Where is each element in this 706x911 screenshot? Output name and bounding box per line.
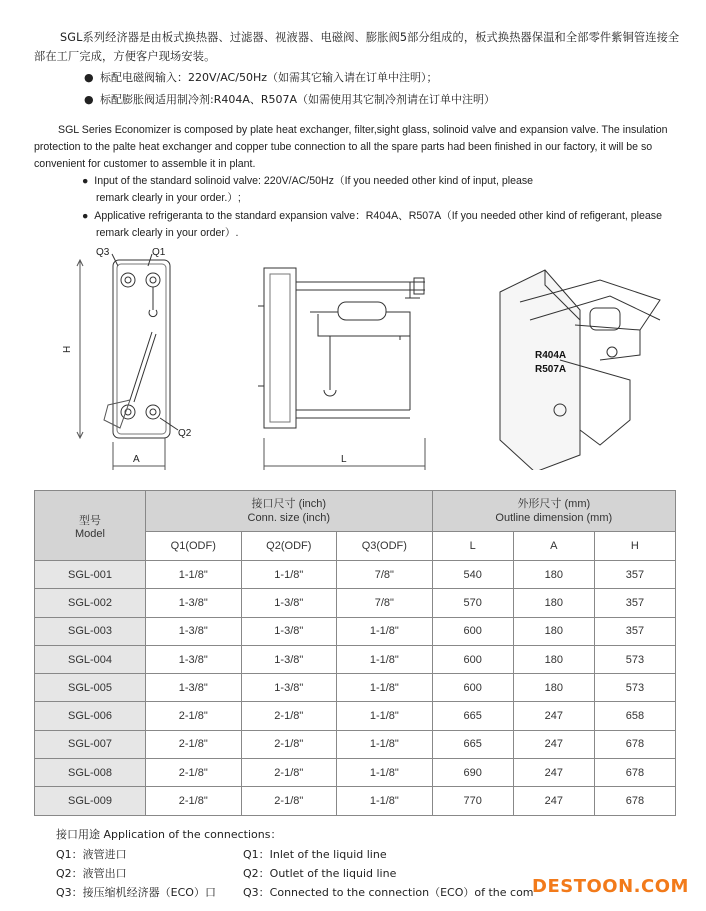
label-q1: Q1 bbox=[152, 247, 166, 258]
legend-title: 接口用途 Application of the connections： bbox=[56, 828, 282, 841]
cell-a: 180 bbox=[513, 589, 594, 617]
cell-q3: 1-1/8" bbox=[337, 674, 433, 702]
table-row bbox=[35, 589, 676, 617]
label-q2: Q2 bbox=[178, 428, 192, 439]
cell-q2: 1-3/8" bbox=[241, 617, 337, 645]
isometric-view-drawing bbox=[500, 270, 660, 470]
economizer-drawings bbox=[0, 240, 706, 470]
cell-a: 247 bbox=[513, 702, 594, 730]
cell-a: 180 bbox=[513, 561, 594, 589]
cell-q3: 1-1/8" bbox=[337, 702, 433, 730]
cell-q1: 1-3/8" bbox=[146, 617, 242, 645]
bullet-cn-2-text: 标配膨胀阀适用制冷剂:R404A、R507A（如需使用其它制冷剂请在订单中注明） bbox=[100, 93, 496, 106]
label-q3: Q3 bbox=[96, 247, 110, 258]
cell-model: SGL-005 bbox=[35, 674, 146, 702]
cell-a: 180 bbox=[513, 617, 594, 645]
subheader-l: L bbox=[432, 532, 513, 561]
header-conn-cn: 接口尺寸 (inch) bbox=[251, 498, 327, 510]
header-dim-cn: 外形尺寸 (mm) bbox=[517, 498, 591, 510]
cell-q1: 1-3/8" bbox=[146, 674, 242, 702]
table-row bbox=[35, 645, 676, 673]
subheader-q2: Q2(ODF) bbox=[241, 532, 337, 561]
table-row bbox=[35, 674, 676, 702]
cell-h: 357 bbox=[594, 617, 675, 645]
cell-a: 247 bbox=[513, 759, 594, 787]
cell-h: 573 bbox=[594, 645, 675, 673]
header-conn bbox=[146, 491, 433, 532]
subheader-q1: Q1(ODF) bbox=[146, 532, 242, 561]
cell-q3: 1-1/8" bbox=[337, 645, 433, 673]
cell-h: 573 bbox=[594, 674, 675, 702]
header-model-en: Model bbox=[75, 527, 105, 540]
legend-en-q3: Q3：Connected to the connection（ECO）of the com bbox=[243, 886, 534, 899]
legend-en-q2: Q2：Outlet of the liquid line bbox=[243, 867, 397, 880]
cell-h: 678 bbox=[594, 730, 675, 758]
cell-model: SGL-002 bbox=[35, 589, 146, 617]
subheader-q3: Q3(ODF) bbox=[337, 532, 433, 561]
legend-en-q1: Q1：Inlet of the liquid line bbox=[243, 848, 387, 861]
cell-q3: 1-1/8" bbox=[337, 617, 433, 645]
side-view-drawing bbox=[258, 268, 425, 470]
cell-model: SGL-008 bbox=[35, 759, 146, 787]
cell-l: 770 bbox=[432, 787, 513, 815]
label-a: A bbox=[133, 454, 140, 465]
legend-cn-q1: Q1：液管进口 bbox=[56, 848, 127, 861]
cell-q2: 1-3/8" bbox=[241, 589, 337, 617]
legend-cn-q2: Q2：液管出口 bbox=[56, 867, 127, 880]
bullet-cn-1 bbox=[84, 68, 438, 87]
cell-l: 665 bbox=[432, 730, 513, 758]
table-row bbox=[35, 617, 676, 645]
cell-l: 600 bbox=[432, 617, 513, 645]
cell-q1: 2-1/8" bbox=[146, 730, 242, 758]
cell-q1: 2-1/8" bbox=[146, 759, 242, 787]
table-row bbox=[35, 702, 676, 730]
table-row bbox=[35, 730, 676, 758]
table-row bbox=[35, 787, 676, 815]
cell-h: 357 bbox=[594, 561, 675, 589]
cell-q1: 1-3/8" bbox=[146, 645, 242, 673]
cell-q2: 2-1/8" bbox=[241, 787, 337, 815]
cell-model: SGL-009 bbox=[35, 787, 146, 815]
subheader-h: H bbox=[594, 532, 675, 561]
cell-a: 180 bbox=[513, 645, 594, 673]
cell-l: 570 bbox=[432, 589, 513, 617]
header-model bbox=[35, 491, 146, 561]
intro-cn: SGL系列经济器是由板式换热器、过滤器、视液器、电磁阀、膨胀阀5部分组成的，板式换热器保温和全部零件紫铜管连接全部在工厂完成，方便客户现场安装。 bbox=[34, 31, 680, 63]
header-conn-en: Conn. size (inch) bbox=[247, 512, 331, 524]
cell-q2: 1-3/8" bbox=[241, 674, 337, 702]
cell-l: 600 bbox=[432, 674, 513, 702]
cell-q3: 1-1/8" bbox=[337, 759, 433, 787]
bullet-dot: ● bbox=[84, 93, 94, 106]
cell-model: SGL-007 bbox=[35, 730, 146, 758]
cell-q3: 7/8" bbox=[337, 561, 433, 589]
bullet-dot: ● bbox=[82, 175, 95, 187]
cell-h: 357 bbox=[594, 589, 675, 617]
watermark-logo: DESTOON.COM bbox=[532, 876, 689, 897]
intro-en: SGL Series Economizer is composed by plate heat exchanger, filter,sight glass, solinoid valve and expansion valve. The insulation protection to the palte heat exchanger and copper tube connection to all the spare parts had been finished in our factory, it will be so convenient for customer to assemble it in plant. bbox=[34, 124, 668, 170]
bullet-cn-2 bbox=[84, 90, 495, 109]
table-row bbox=[35, 759, 676, 787]
label-r507a: R507A bbox=[535, 364, 567, 375]
cell-q2: 2-1/8" bbox=[241, 759, 337, 787]
cell-q3: 7/8" bbox=[337, 589, 433, 617]
label-h: H bbox=[62, 345, 73, 353]
cell-q2: 2-1/8" bbox=[241, 702, 337, 730]
cell-q1: 1-3/8" bbox=[146, 589, 242, 617]
bullet-en-2 bbox=[82, 208, 686, 242]
cell-a: 180 bbox=[513, 674, 594, 702]
cell-model: SGL-004 bbox=[35, 645, 146, 673]
cell-l: 600 bbox=[432, 645, 513, 673]
cell-q2: 1-1/8" bbox=[241, 561, 337, 589]
cell-q1: 2-1/8" bbox=[146, 787, 242, 815]
cell-a: 247 bbox=[513, 730, 594, 758]
header-dim-en: Outline dimension (mm) bbox=[495, 512, 613, 524]
cell-l: 540 bbox=[432, 561, 513, 589]
cell-model: SGL-006 bbox=[35, 702, 146, 730]
cell-q1: 2-1/8" bbox=[146, 702, 242, 730]
header-dim bbox=[432, 491, 675, 532]
cell-q3: 1-1/8" bbox=[337, 787, 433, 815]
bullet-dot: ● bbox=[82, 210, 95, 222]
bullet-cn-1-text: 标配电磁阀输入：220V/AC/50Hz（如需其它输入请在订单中注明）； bbox=[100, 71, 438, 84]
bullet-en-2-text: Applicative refrigeranta to the standard expansion valve：R404A、R507A（If you needed other kind of refigerant, please remark clearly in your order）. bbox=[94, 210, 662, 239]
subheader-a: A bbox=[513, 532, 594, 561]
bullet-en-1-text: Input of the standard solinoid valve: 220V/AC/50Hz（If you needed other kind of input, please remark clearly in your order.）; bbox=[94, 175, 534, 204]
table-row bbox=[35, 561, 676, 589]
bullet-dot: ● bbox=[84, 71, 94, 84]
cell-q1: 1-1/8" bbox=[146, 561, 242, 589]
cell-model: SGL-003 bbox=[35, 617, 146, 645]
label-l: L bbox=[341, 454, 347, 465]
label-r404a: R404A bbox=[535, 350, 567, 361]
cell-h: 658 bbox=[594, 702, 675, 730]
cell-l: 665 bbox=[432, 702, 513, 730]
cell-h: 678 bbox=[594, 787, 675, 815]
cell-q3: 1-1/8" bbox=[337, 730, 433, 758]
cell-a: 247 bbox=[513, 787, 594, 815]
header-model-cn: 型号 bbox=[79, 514, 101, 527]
cell-q2: 2-1/8" bbox=[241, 730, 337, 758]
spec-table bbox=[34, 490, 676, 816]
legend-cn-q3: Q3：接压缩机经济器（ECO）口 bbox=[56, 886, 216, 899]
cell-h: 678 bbox=[594, 759, 675, 787]
cell-l: 690 bbox=[432, 759, 513, 787]
cell-q2: 1-3/8" bbox=[241, 645, 337, 673]
cell-model: SGL-001 bbox=[35, 561, 146, 589]
front-view-drawing bbox=[77, 254, 178, 470]
bullet-en-1 bbox=[82, 173, 566, 207]
